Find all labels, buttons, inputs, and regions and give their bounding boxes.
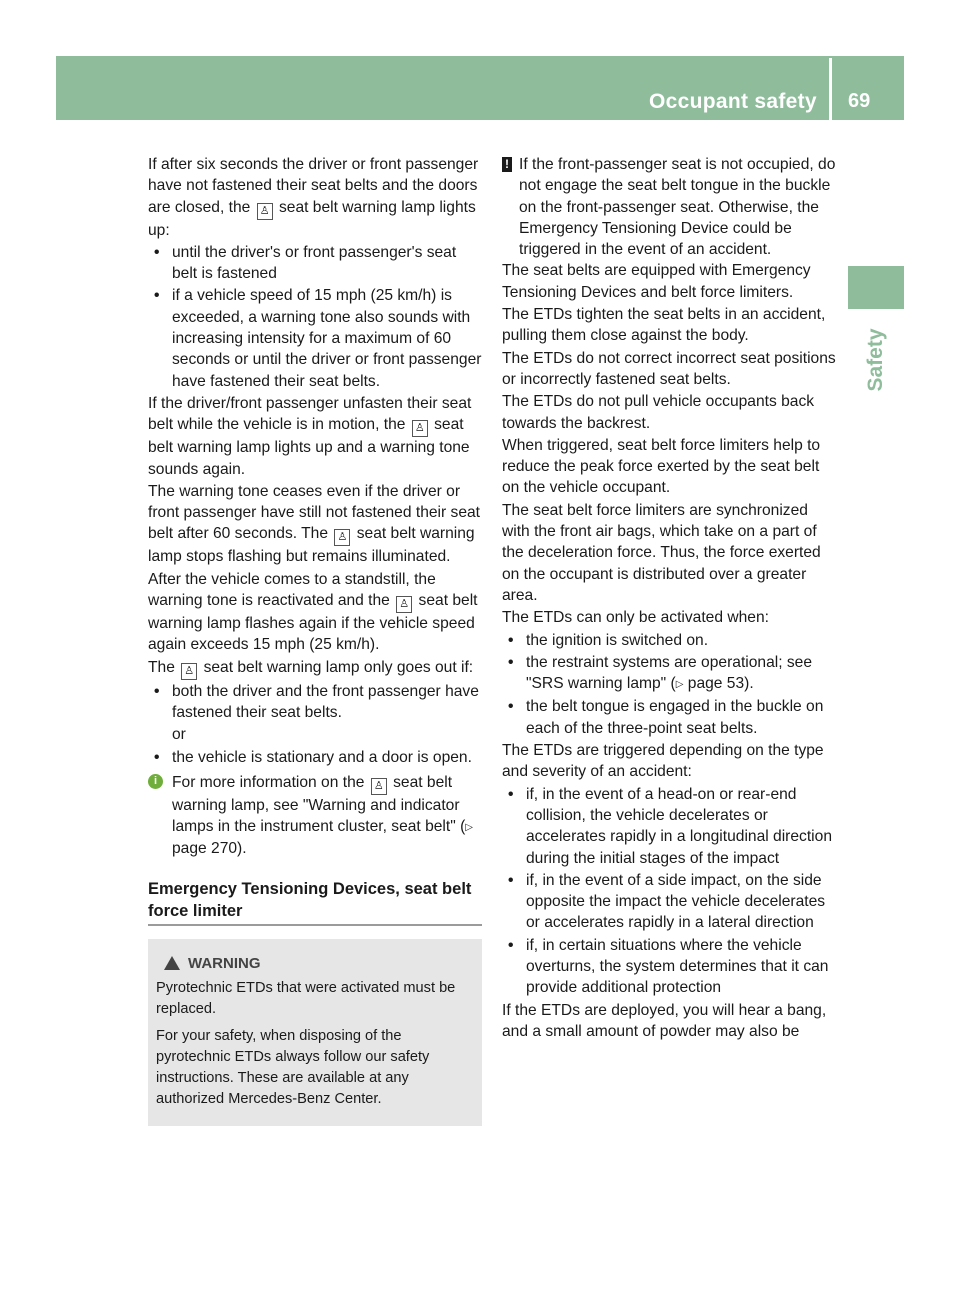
list-item: • the vehicle is stationary and a door is open. xyxy=(154,748,472,766)
paragraph: If the driver/front passenger unfasten their seat belt while the vehicle is in motion, the ♙ seat belt warning lamp lights up and a warning tone sounds again. xyxy=(148,394,472,478)
exclamation-icon: ! xyxy=(502,157,512,172)
page-number: 69 xyxy=(848,90,871,112)
paragraph: If the ETDs are deployed, you will hear a bang, and a small amount of powder may also be xyxy=(502,1001,827,1040)
warning-box xyxy=(148,939,482,1126)
list-item: • if, in certain situations where the vehicle overturns, the system determines that it can provide additional protection xyxy=(508,936,829,997)
side-tab xyxy=(848,266,904,309)
page-reference[interactable]: page 270). xyxy=(172,840,247,858)
paragraph: After the vehicle comes to a standstill, the warning tone is reactivated and the ♙ seat belt warning lamp flashes again if the vehicle speed again exceeds 15 mph (25 km/h). xyxy=(148,570,478,654)
seat-belt-warning-icon: ♙ xyxy=(371,778,387,795)
seat-belt-warning-icon: ♙ xyxy=(396,596,412,613)
subsection-heading: Emergency Tensioning Devices, seat belt force limiter xyxy=(148,879,472,920)
paragraph: If after six seconds the driver or front passenger have not fastened their seat belts and the doors are closed, the ♙ seat belt warning lamp lights up: xyxy=(148,156,479,239)
triangle-right-icon: ▷ xyxy=(675,679,684,691)
heading-rule xyxy=(148,924,482,926)
seat-belt-warning-icon: ♙ xyxy=(257,203,273,220)
warning-text: For your safety, when disposing of the pyrotechnic ETDs always follow our safety instructions. These are available at any authorized Mercedes-Benz Center. xyxy=(156,1027,430,1107)
list-item: • if a vehicle speed of 15 mph (25 km/h) is exceeded, a warning tone also sounds with increasing intensity for a maximum of 60 seconds or until the driver or front passenger have fastened their seat belts. xyxy=(154,287,482,390)
paragraph: The ETDs can only be activated when: xyxy=(502,609,769,627)
page-reference[interactable]: page 53). xyxy=(687,675,754,693)
left-column xyxy=(148,154,482,1126)
list-item: • the restraint systems are operational; see "SRS warning lamp" (▷ page 53). xyxy=(508,653,813,693)
seat-belt-warning-icon: ♙ xyxy=(412,420,428,437)
list-item: • the ignition is switched on. xyxy=(508,631,709,649)
paragraph: The warning tone ceases even if the driver or front passenger have still not fastened their seat belt after 60 seconds. The ♙ seat belt warning lamp stops flashing but remains illuminated. xyxy=(148,482,480,566)
side-tab-label: Safety xyxy=(864,328,887,392)
section-title: Occupant safety xyxy=(649,90,817,113)
list-item: • if, in the event of a side impact, on the side opposite the impact the vehicle decelerates or accelerates rapidly in a lateral direction xyxy=(508,871,826,932)
paragraph: The seat belts are equipped with Emergency Tensioning Devices and belt force limiters. xyxy=(502,262,811,301)
paragraph: When triggered, seat belt force limiters help to reduce the peak force exerted by the seat belt on the vehicle occupant. xyxy=(502,436,821,497)
or-text: or xyxy=(172,726,186,744)
paragraph: The ETDs are triggered depending on the type and severity of an accident: xyxy=(502,742,824,781)
warning-text: Pyrotechnic ETDs that were activated must be replaced. xyxy=(156,979,456,1017)
paragraph: The seat belt force limiters are synchronized with the front air bags, which take on a part of the deceleration force. Thus, the force exerted on the occupant is distributed over a greater area. xyxy=(502,501,821,604)
paragraph: The ETDs do not pull vehicle occupants back towards the backrest. xyxy=(502,393,815,432)
info-note: i For more information on the ♙ seat belt warning lamp, see "Warning and indicator lamps in the instrument cluster, seat belt" (▷ page 270). xyxy=(148,772,482,860)
seat-belt-warning-icon: ♙ xyxy=(181,663,197,680)
paragraph: The ETDs tighten the seat belts in an accident, pulling them close against the body. xyxy=(502,306,826,345)
paragraph: The ETDs do not correct incorrect seat positions or incorrectly fastened seat belts. xyxy=(502,349,836,388)
paragraph: The ♙ seat belt warning lamp only goes out if: xyxy=(148,657,482,680)
list-item: • until the driver's or front passenger's seat belt is fastened xyxy=(154,243,457,283)
note: ! If the front-passenger seat is not occupied, do not engage the seat belt tongue in the buckle on the front-passenger seat. Otherwise, the Emergency Tensioning Device could be triggered in the event of an accident. xyxy=(502,154,836,260)
info-icon: i xyxy=(148,774,163,789)
warning-header: WARNING xyxy=(164,953,476,974)
list-item: • if, in the event of a head-on or rear-end collision, the vehicle decelerates or accelerates rapidly in a longitudinal direction during the initial stages of the impact xyxy=(508,785,832,867)
warning-triangle-icon xyxy=(164,956,180,970)
seat-belt-warning-icon: ♙ xyxy=(334,529,350,546)
list-item: • both the driver and the front passenger have fastened their seat belts. xyxy=(154,682,479,721)
header-separator xyxy=(829,58,832,120)
right-column xyxy=(502,154,836,1043)
list-item: • the belt tongue is engaged in the buckle on each of the three-point seat belts. xyxy=(508,698,824,737)
triangle-right-icon: ▷ xyxy=(465,822,473,834)
